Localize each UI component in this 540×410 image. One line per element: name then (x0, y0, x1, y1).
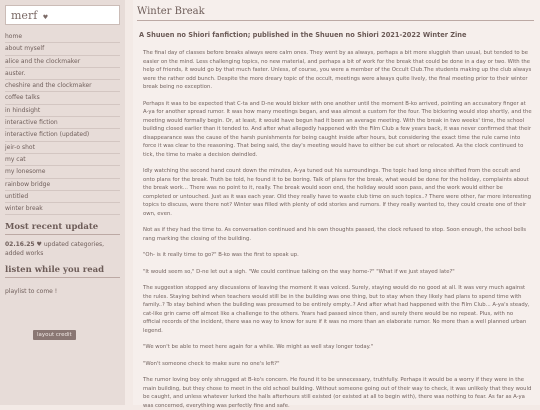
nav-link-untitled[interactable]: untitled (5, 191, 120, 203)
nav-link-interactive-fiction[interactable]: interactive fiction (5, 117, 120, 129)
main-content (133, 0, 540, 409)
site-title-text: merf (11, 9, 38, 22)
site-title[interactable] (5, 5, 120, 25)
heart-icon: ♥ (36, 241, 42, 249)
nav-link-interactive-fiction-updated[interactable]: interactive fiction (updated) (5, 129, 120, 141)
page-subtitle: A Shuuen no Shiori fanfiction; published in the Shuuen no Shiori 2021-2022 Winter Zine (139, 31, 467, 39)
story-paragraph: "We won't be able to meet here again for a while. We might as well stay longer today." (143, 344, 374, 350)
nav-link-about-myself[interactable]: about myself (5, 43, 120, 55)
nav-link-jeir-o-shot[interactable]: jeir-o shot (5, 142, 120, 154)
nav-link-auster[interactable]: auster. (5, 68, 120, 80)
story-paragraph: "Oh- is it really time to go?" B-ko was the first to speak up. (143, 252, 299, 258)
story-paragraph: "Won't someone check to make sure no one's left?" (143, 360, 280, 367)
nav-link-rainbow-bridge[interactable]: rainbow bridge (5, 179, 120, 191)
story-paragraph: Perhaps it was to be expected that C-ta and D-ne would bicker with one another until the moment B-ko arrived, pointing an accusatory finger at A-ya for another spread rumor. It was how many meetings began, and was almost a custom for the four. The bickering would stop shortly, and the meeting would formally begin. Or, at least, it would have begun had it been an average meeting. With the break in two weeks' time, the school building closed earlier than it tended to. And after what allegedly happened with the Film Club a few years back, it was never confirmed that their disappearance was the cause of the harsh punishments for being caught inside after hours, but considering the exact time the rule came into force it was clear to the reasoning. That being said, the day's meeting would have to either be cut short or relocated. As the clock continued to tick, the time to make a decision dwindled. (143, 100, 532, 158)
recent-update (5, 240, 120, 258)
story-body (137, 39, 540, 410)
nav-link-alice-and-the-clockmaker[interactable]: alice and the clockmaker (5, 56, 120, 68)
layout-credit-button[interactable]: layout credit (33, 330, 76, 340)
recent-heading: Most recent update (5, 222, 120, 235)
page-title (137, 6, 534, 21)
heart-icon: ♥ (42, 14, 49, 21)
nav-link-my-cat[interactable]: my cat (5, 154, 120, 166)
story-paragraph: The rumor loving boy only shrugged at B-ko's concern. He found it to be unnecessary, truthfully. Perhaps it would be a worry if they were in the main building, but they chose to meet in the old school building. Without someone going out of their way to check, it was unlikely that they would be caught, and unless whatever lurked the halls afterhours still existed (or existed at all to begin with), there was nothing to fear. As far as A-ya was concerned, everything was perfectly fine and safe. (143, 377, 532, 409)
nav-link-coffee-talks[interactable]: coffee talks (5, 92, 120, 104)
story-paragraph: Not as if they had the time to. As conversation continued and his own thoughts passed, the clock refused to stop. Soon enough, the school bells rang marking the closing of the building. (143, 227, 527, 242)
story-paragraph: "It would seem so," D-ne let out a sigh. "We could continue talking on the way home-?" "What if we just stayed late?" (143, 268, 455, 275)
nav-link-my-lonesome[interactable]: my lonesome (5, 166, 120, 178)
nav-link-home[interactable]: home (5, 31, 120, 43)
nav-link-winter-break[interactable]: winter break (5, 203, 120, 215)
story-paragraph: The suggestion stopped any discussions of leaving the moment it was voiced. Surely, staying would do no good at all. It was very much against the rules. Staying behind when teachers would still be in the building was one thing, but to stay when they likely had plans to spend time with family..? To stay behind when the building was presumed to be entirely empty..? And after what had happened with the Film Club... A-ya's steady, cat-like grin came off almost like a challenge to the others. Years had passed since then, and surely there would be no repeat. Plus, with no official records of the incident, there was no way to know for sure if it was no more than an elaborate rumor. No more than a well planned urban legend. (143, 285, 530, 334)
nav-link-in-hindsight[interactable]: in hindsight (5, 105, 120, 117)
playlist-text: playlist to come ! (5, 288, 58, 296)
nav-list (5, 31, 120, 215)
listen-heading: listen while you read (5, 265, 120, 278)
recent-date: 02.16.25 (5, 241, 35, 249)
sidebar (0, 0, 125, 405)
story-paragraph: Idly watching the second hand count down the minutes, A-ya tuned out his surroundings. The topic had long since shifted from the occult and onto plans for the break. Truth be told, he found it to be boring. Talk of plans for the break, what would be done for the holiday, complaints about the break work... There was no point to it, really. The break would soon end, the holiday would soon pass, and the work would either be completed or untouched. Just as it was each year. Old they really have to waste club time on such topics..? There were other, far more interesting topics to discuss, were there not? Winter was filled with plenty of odd stories and rumors. If they really wanted to, they could create one of their own, even. (143, 168, 531, 217)
story-paragraph: The final day of classes before breaks always were calm ones. They went by as always, perhaps a bit more sluggish than usual, but tended to be easier on the mind. Less challenging topics, no new material, and perhaps a bit of work for the break that could be done in a day or two. With the help of friends, it would go by that much faster. Unless, of course, you were a member of the Occult Club.The students making up the club always were the rather odd bunch. Despite the more dreary topic of the occult, meetings were always quite lively, the final meeting prior to their winter break being no exception. (143, 50, 532, 90)
recent-text: updated categories, added works (5, 241, 105, 258)
page-title-text: Winter Break (137, 6, 205, 17)
nav-link-cheshire-and-the-clockmaker[interactable]: cheshire and the clockmaker (5, 80, 120, 92)
